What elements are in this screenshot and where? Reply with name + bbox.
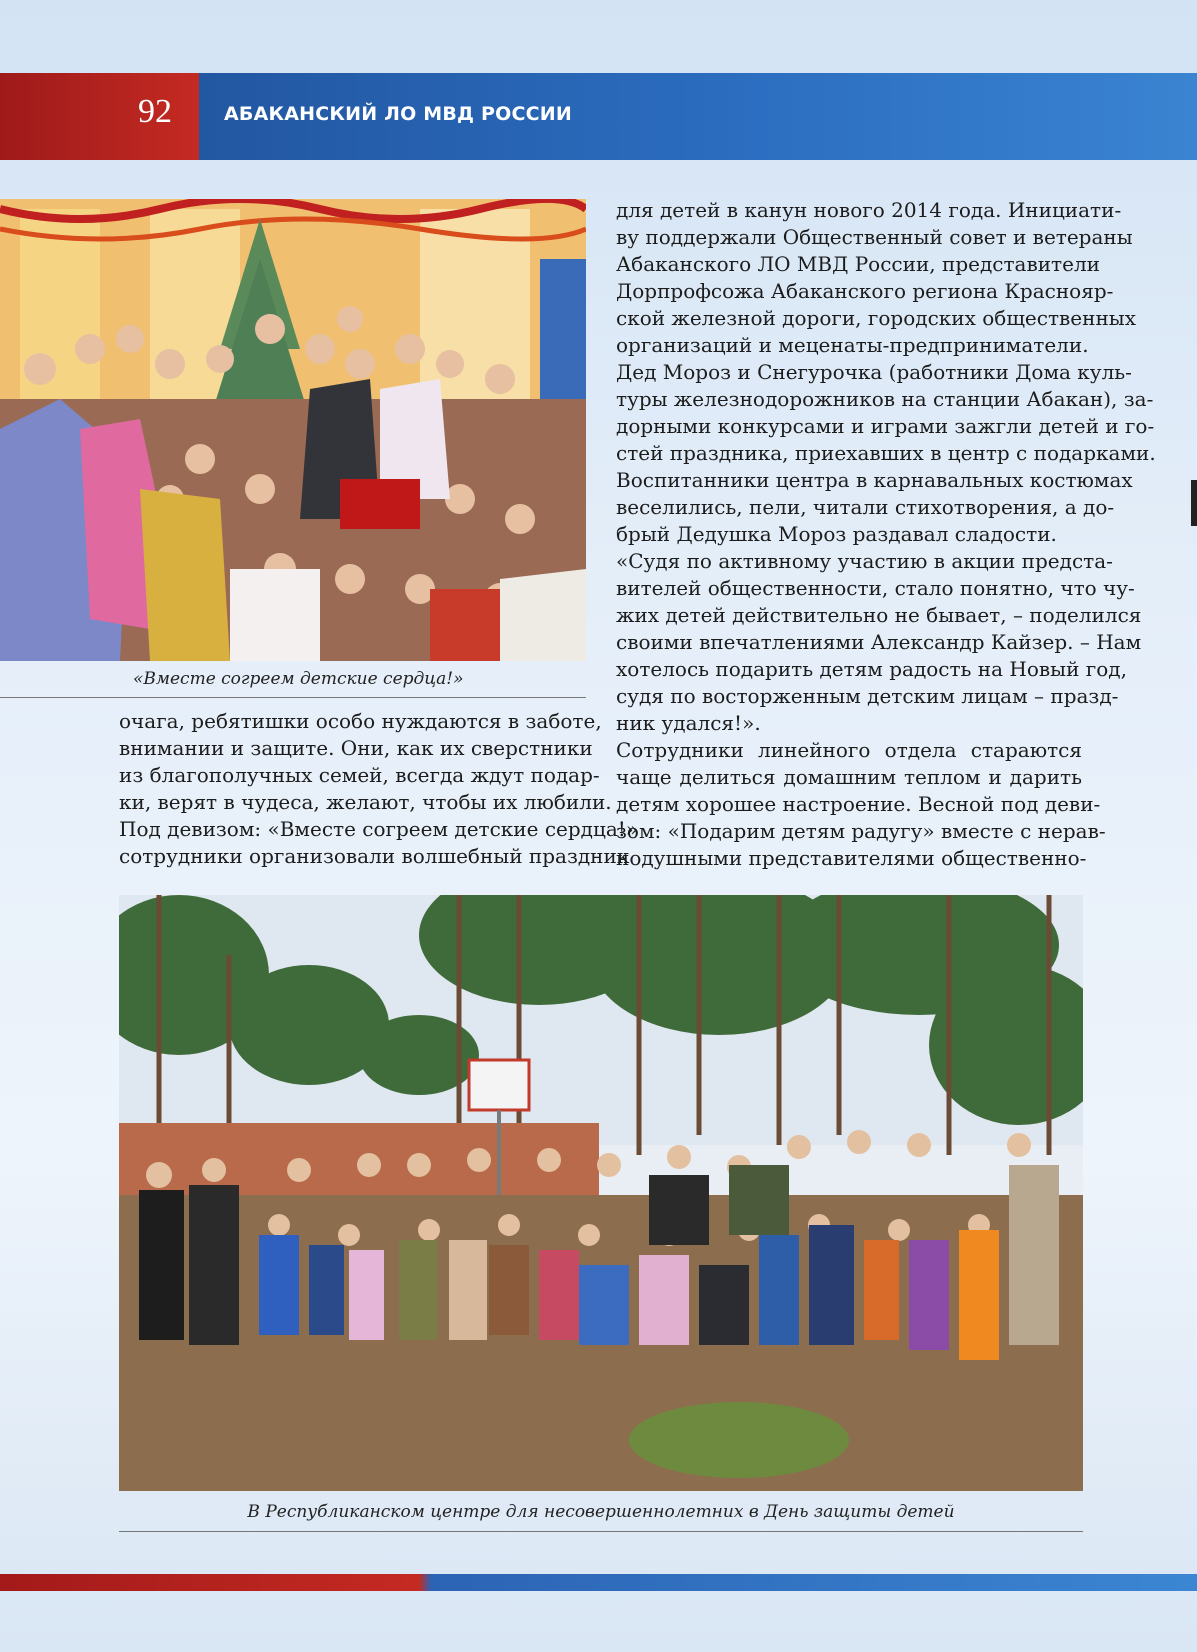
left-text-column xyxy=(119,708,639,870)
header-bar xyxy=(0,73,1197,160)
photo1-caption-rule xyxy=(0,697,586,698)
text-line: организаций и меценаты-предприниматели. xyxy=(616,333,1089,357)
photo1-caption: «Вместе согреем детские сердца!» xyxy=(133,669,464,689)
text-line: судя по восторженным детским лицам – празд- xyxy=(616,684,1119,708)
text-line: из благополучных семей, всегда ждут подар- xyxy=(119,763,600,787)
text-line: ской железной дороги, городских общественных xyxy=(616,306,1136,330)
text-line: туры железнодорожников на станции Абакан), за- xyxy=(616,387,1154,411)
text-line: Под девизом: «Вместе согреем детские сердца!» xyxy=(119,817,639,841)
text-line: ву поддержали Общественный совет и ветераны xyxy=(616,225,1133,249)
text-line: сотрудники организовали волшебный праздник xyxy=(119,844,630,868)
text-line: стей праздника, приехавших в центр с подарками. xyxy=(616,441,1156,465)
childrens-day-group-photo xyxy=(119,895,1083,1491)
page-number-box xyxy=(0,73,199,160)
new-year-party-photo xyxy=(0,199,586,661)
page-number: 92 xyxy=(138,93,172,130)
text-line: веселились, пели, читали стихотворения, а до- xyxy=(616,495,1115,519)
text-line: Воспитанники центра в карнавальных костюмах xyxy=(616,468,1133,492)
photo2-caption: В Республиканском центре для несовершеннолетних в День защиты детей xyxy=(247,1502,955,1522)
text-line: чаще делиться домашним теплом и дарить xyxy=(616,765,1082,789)
text-line: Сотрудники линейного отдела стараются xyxy=(616,738,1082,762)
text-line: своими впечатлениями Александр Кайзер. – Нам xyxy=(616,630,1142,654)
text-line: Абаканского ЛО МВД России, представители xyxy=(616,252,1100,276)
text-line: очага, ребятишки особо нуждаются в заботе, xyxy=(119,709,602,733)
text-line: ник удался!». xyxy=(616,711,761,735)
text-line: хотелось подарить детям радость на Новый год, xyxy=(616,657,1127,681)
text-line: дорными конкурсами и играми зажгли детей и го- xyxy=(616,414,1155,438)
photo2-caption-rule xyxy=(119,1531,1083,1532)
text-line: детям хорошее настроение. Весной под деви- xyxy=(616,792,1101,816)
text-line: Дорпрофсожа Абаканского региона Краснояр- xyxy=(616,279,1114,303)
right-text-column xyxy=(616,197,1156,872)
text-line: ки, верят в чудеса, желают, чтобы их любили. xyxy=(119,790,612,814)
text-line: зом: «Подарим детям радугу» вместе с нерав- xyxy=(616,819,1106,843)
text-line: вителей общественности, стало понятно, что чу- xyxy=(616,576,1135,600)
text-line: жих детей действительно не бывает, – поделился xyxy=(616,603,1142,627)
text-line: брый Дедушка Мороз раздавал сладости. xyxy=(616,522,1057,546)
footer-bar xyxy=(0,1574,1197,1591)
edge-tab-marker xyxy=(1191,480,1197,526)
text-line: нодушными представителями общественно- xyxy=(616,846,1087,870)
text-line: внимании и защите. Они, как их сверстники xyxy=(119,736,593,760)
text-line: «Судя по активному участию в акции предста- xyxy=(616,549,1113,573)
running-header-title: АБАКАНСКИЙ ЛО МВД РОССИИ xyxy=(224,103,572,125)
text-line: для детей в канун нового 2014 года. Инициати- xyxy=(616,198,1122,222)
text-line: Дед Мороз и Снегурочка (работники Дома куль- xyxy=(616,360,1132,384)
